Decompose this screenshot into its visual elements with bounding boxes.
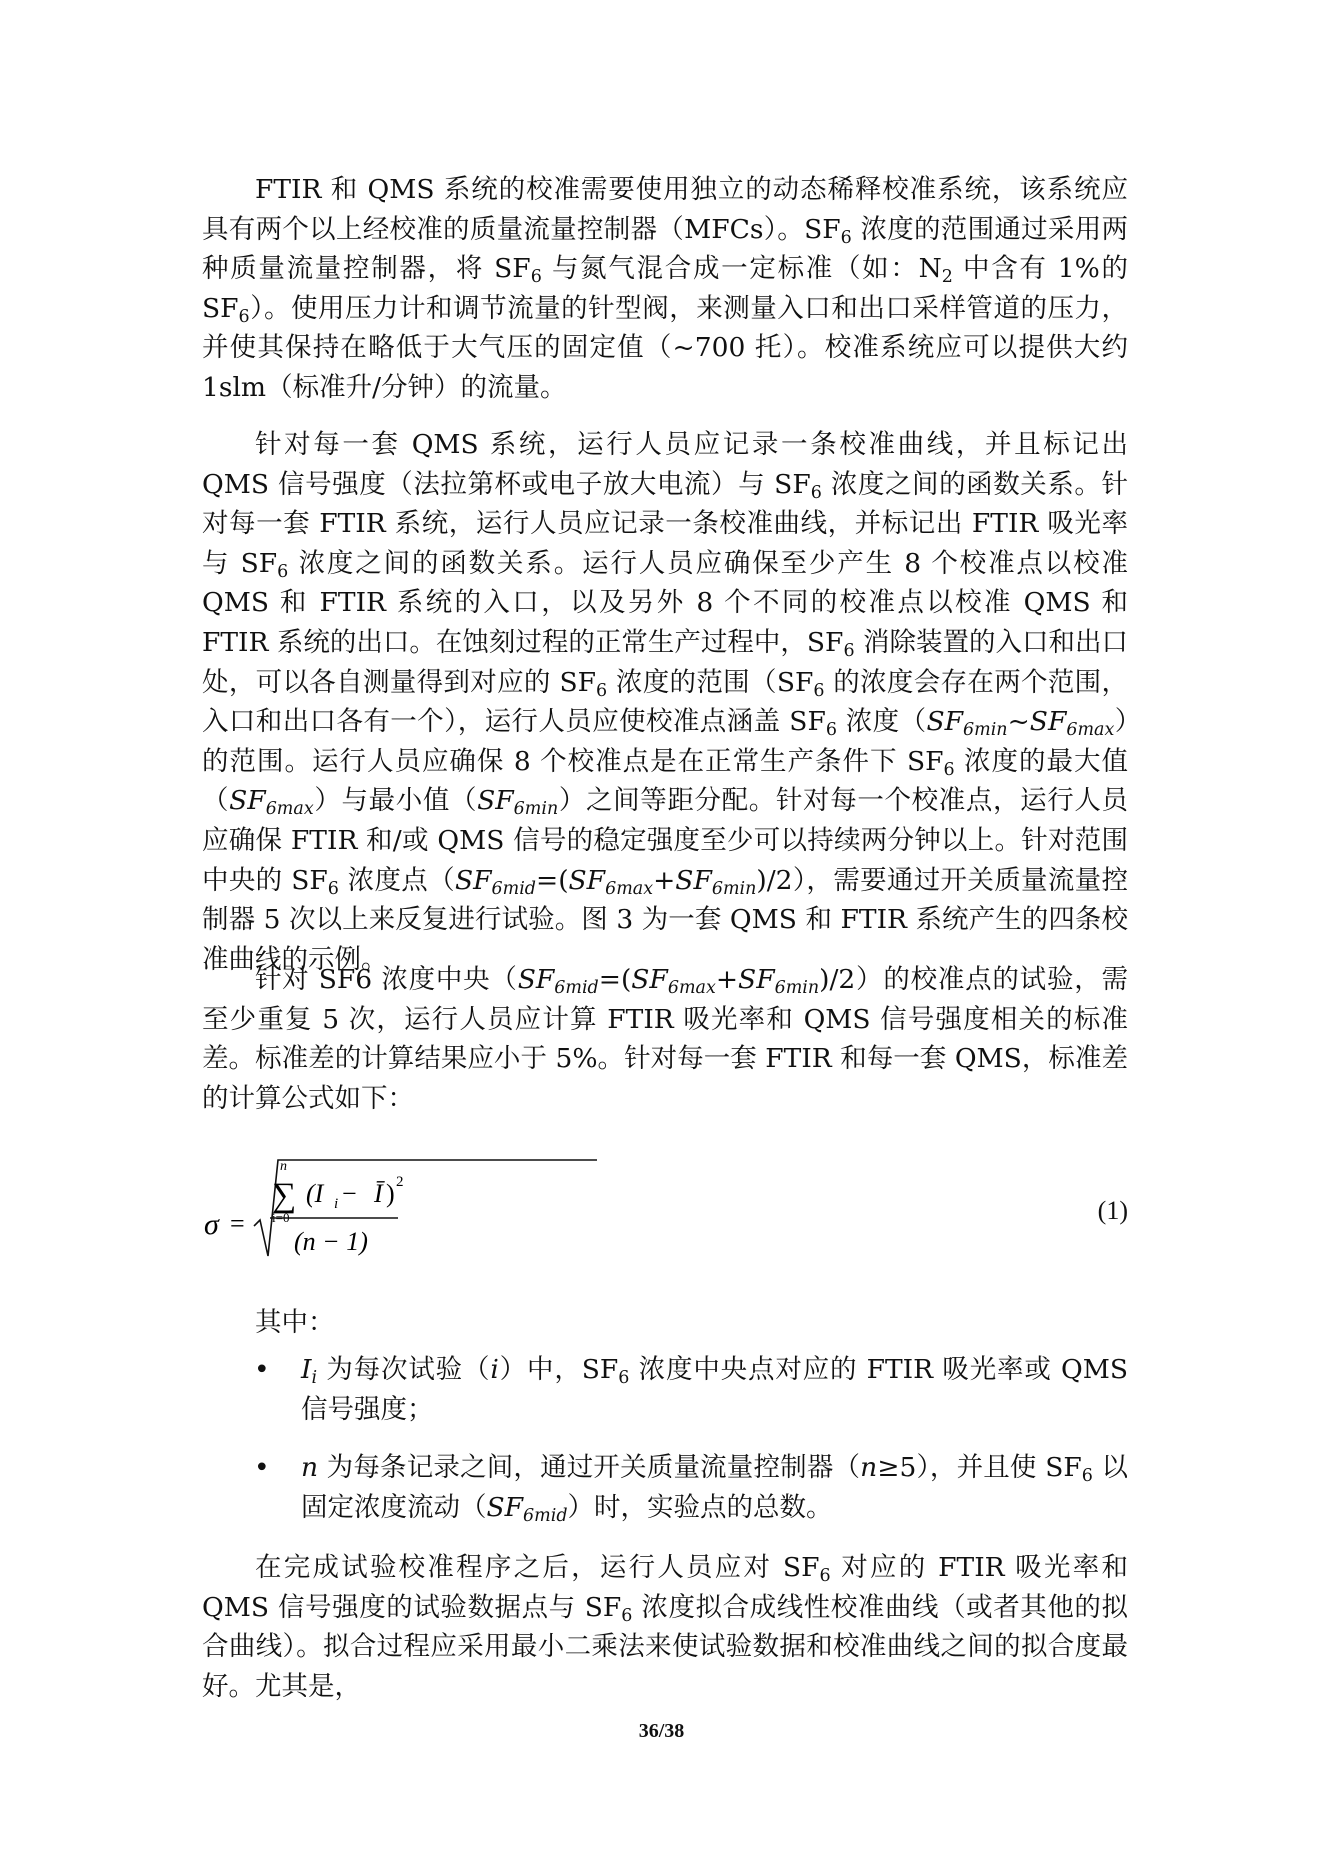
- standard-deviation-equation: [202, 1148, 1128, 1268]
- where-label: 其中：: [255, 1307, 335, 1338]
- paragraph-1-text: FTIR 和 QMS 系统的校准需要使用独立的动态稀释校准系统，该系统应具有两个以上经校准的质量流量控制器（MFCs）。$SF_6$ 浓度的范围通过采用两种质量流量控制器，将 $SF_6$ 与氮气混合成一定标准（如：$N_2$ 中含有 1%的 $SF_6$）。使用压力计和调节流量的针型阀，来测量入口和出口采样管道的压力，并使其保持在略低于大气压的固定值（~700 托）。校准系统应可以提供大约 1slm（标准升/分钟）的流量。: [202, 174, 1129, 403]
- equals-sign: =: [230, 1209, 245, 1238]
- paragraph-4: [202, 1548, 1128, 1706]
- equation-number: (1): [1097, 1196, 1128, 1225]
- numerator-minus: −: [342, 1179, 357, 1208]
- paragraph-3: [202, 960, 1128, 1118]
- paragraph-1: [202, 170, 1128, 408]
- bullet-item-2-text: n 为每条记录之间，通过开关质量流量控制器（n≥5），并且使 $SF_6$ 以固定浓度流动$(SF_{6mid})$时，实验点的总数。: [301, 1452, 1128, 1526]
- sum-symbol: ∑: [272, 1177, 297, 1214]
- numerator-term: (I: [306, 1179, 324, 1208]
- equation-formula: [202, 1148, 622, 1268]
- paragraph-2: [202, 425, 1128, 979]
- paragraph-3-text: 针对 SF6 浓度中央$(SF_{6mid}=(SF_{6max}+SF_{6min})/2)$的校准点的试验，需至少重复 5 次，运行人员应计算 FTIR 吸光率和 QMS 信号强度相关的标准差。标准差的计算结果应小于 5%。针对每一套 FTIR 和每一套 QMS，标准差的计算公式如下：: [202, 964, 1128, 1114]
- numerator-power: 2: [396, 1174, 404, 1190]
- bullet-item-1-text: $I_i$ 为每次试验（i）中，$SF_6$ 浓度中央点对应的 FTIR 吸光率或 QMS 信号强度；: [301, 1354, 1128, 1425]
- denominator: (n − 1): [294, 1227, 368, 1256]
- numerator-close: ): [386, 1179, 395, 1208]
- bullet-item-1: [202, 1350, 1128, 1429]
- numerator-mean: Ī: [374, 1179, 383, 1208]
- sigma-symbol: σ: [204, 1208, 219, 1241]
- sum-upper-limit: n: [280, 1159, 287, 1174]
- bullet-dot: •: [254, 1452, 270, 1483]
- sum-lower-limit: i=0: [272, 1210, 290, 1225]
- paragraph-2-text: 针对每一套 QMS 系统，运行人员应记录一条校准曲线，并且标记出 QMS 信号强度（法拉第杯或电子放大电流）与 $SF_6$ 浓度之间的函数关系。针对每一套 FTIR 系统，运行人员应记录一条校准曲线，并标记出 FTIR 吸光率与 $SF_6$ 浓度之间的函数关系。运行人员应确保至少产生 8 个校准点以校准 QMS 和 FTIR 系统的入口，以及另外 8 个不同的校准点以校准 QMS 和 FTIR 系统的出口。在蚀刻过程的正常生产过程中，$SF_6$ 消除装置的入口和出口处，可以各自测量得到对应的 $SF_6$ 浓度的范围（$SF_6$ 的浓度会存在两个范围，入口和出口各有一个），运行人员应使校准点涵盖 $SF_6$ 浓度$(SF_{6min}\sim SF_{6max})$的范围。运行人员应确保 8 个校准点是在正常生产条件下 $SF_6$ 浓度的最大值$(SF_{6max})$与最小值$(SF_{6min})$之间等距分配。针对每一个校准点，运行人员应确保 FTIR 和/或 QMS 信号的稳定强度至少可以持续两分钟以上。针对范围中央的 $SF_6$ 浓度点$(SF_{6mid}=(SF_{6max}+SF_{6min})/2)$，需要通过开关质量流量控制器 5 次以上来反复进行试验。图 3 为一套 QMS 和 FTIR 系统产生的四条校准曲线的示例。: [202, 429, 1129, 975]
- bullet-dot: •: [254, 1354, 270, 1385]
- paragraph-4-text: 在完成试验校准程序之后，运行人员应对 $SF_6$ 对应的 FTIR 吸光率和 QMS 信号强度的试验数据点与 $SF_6$ 浓度拟合成线性校准曲线（或者其他的拟合曲线）。拟合过程应采用最小二乘法来使试验数据和校准曲线之间的拟合度最好。尤其是，: [202, 1552, 1128, 1702]
- page-number: 36/38: [638, 1720, 685, 1742]
- bullet-item-2: [202, 1448, 1128, 1527]
- numerator-subscript: i: [334, 1196, 339, 1212]
